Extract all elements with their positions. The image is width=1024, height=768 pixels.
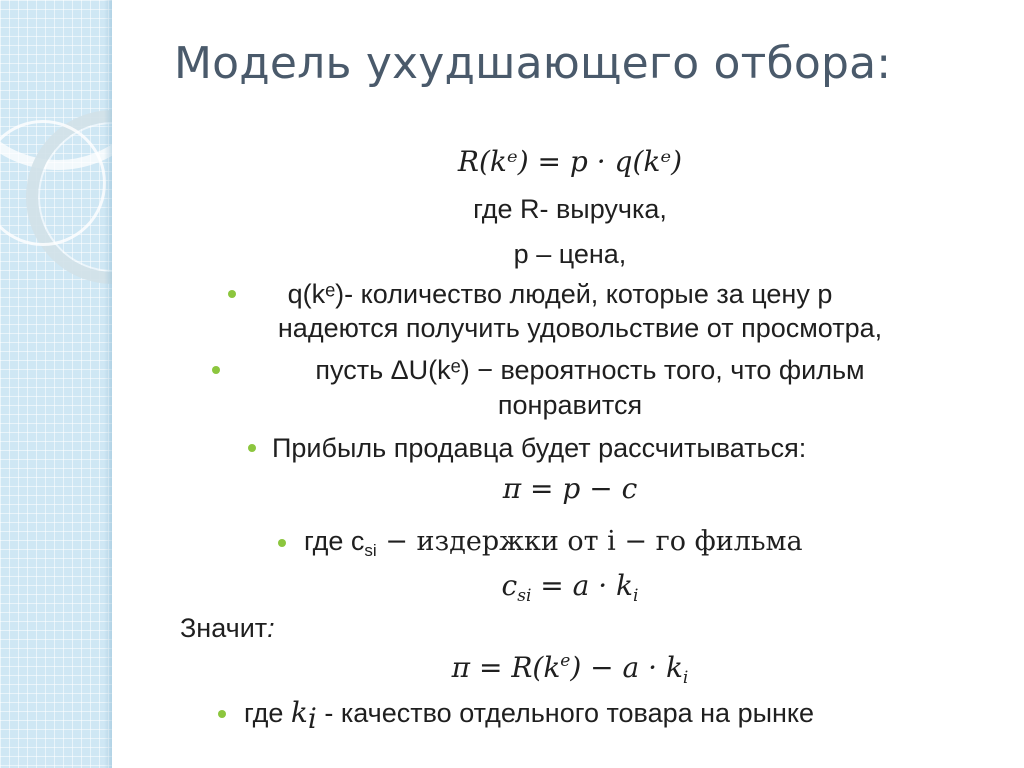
probability-line-1: пусть ΔU(kᵉ) − вероятность того, что фильм	[315, 355, 865, 385]
final-formula-sub: i	[682, 668, 689, 688]
revenue-definition	[330, 193, 810, 225]
profit-formula: π = p − c	[502, 472, 638, 505]
costs-subscript: si	[364, 541, 377, 560]
bullet-marker	[212, 366, 220, 374]
quantity-line-2: надеются получить удовольствие от просмотра,	[277, 313, 883, 343]
costs-line	[304, 525, 803, 558]
revenue-definition-text: где R- выручка,	[473, 194, 667, 224]
quantity-line-1: q(kᵉ)- количество людей, которые за цену p	[287, 279, 833, 309]
quality-rest: - качество отдельного товара на рынке	[316, 698, 815, 728]
price-definition: p – цена,	[513, 239, 627, 269]
quality-sub: i	[307, 702, 317, 735]
final-formula-sup: e	[560, 651, 571, 671]
profit-line: Прибыль продавца будет рассчитываться:	[272, 433, 807, 463]
bullet-marker	[278, 539, 286, 547]
quality-prefix: где	[244, 698, 291, 728]
quality-k: k	[290, 696, 308, 729]
cost-formula-sub: si	[517, 586, 532, 606]
therefore-text: Значит	[180, 613, 268, 643]
cost-formula-sub2: i	[633, 586, 639, 606]
slide-title: Модель ухудшающего отбора:	[174, 38, 892, 89]
final-formula	[330, 651, 810, 688]
therefore-colon: :	[267, 613, 275, 643]
bullet-marker	[248, 444, 256, 452]
decorative-side-band	[0, 0, 112, 768]
cost-formula	[330, 569, 810, 606]
costs-prefix: где c	[304, 526, 365, 556]
therefore-label	[180, 612, 275, 644]
final-formula-start: π = R(k	[451, 651, 561, 684]
probability-line-2: понравится	[497, 390, 643, 420]
final-formula-mid: ) − a · k	[570, 651, 683, 684]
revenue-formula: R(kᵉ) = p · q(kᵉ)	[457, 145, 683, 178]
costs-rest: − издержки от i − го фильма	[376, 526, 803, 557]
quality-line	[244, 696, 815, 735]
cost-formula-rest: = a · k	[531, 569, 634, 602]
bullet-marker	[218, 710, 226, 718]
cost-formula-c: c	[501, 569, 518, 602]
